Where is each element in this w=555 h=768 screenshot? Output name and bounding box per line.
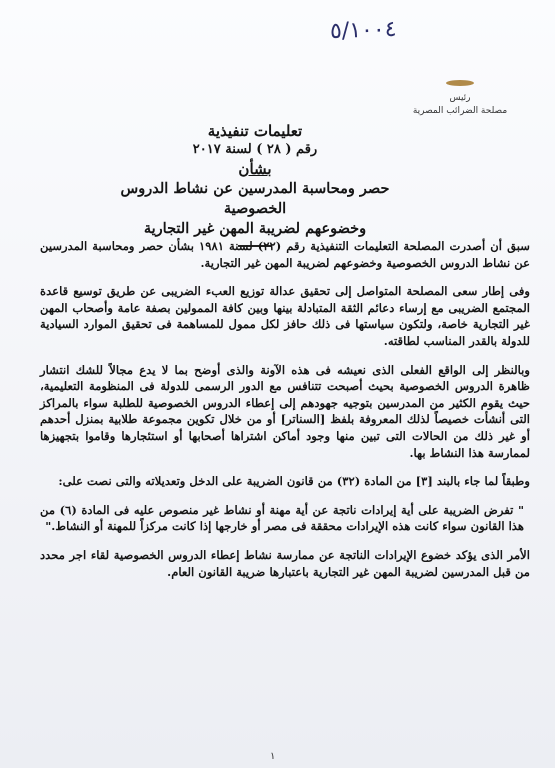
emblem-icon	[446, 80, 474, 86]
letterhead	[385, 80, 535, 118]
document-body	[40, 238, 530, 592]
paragraph: وفى إطار سعى المصلحة المتواصل إلى تحقيق عدالة توزيع العبء الضريبى عن طريق توسيع قاعدة المجتمع الضريبى مع إرساء دعائم الثقة المتبادلة بينها وبين كافة الممولين بصفة عامة وأصحاب المهن غير التجارية خاصة، ولتكون سياستها فى ذلك حافز لكل ممول للمساهمة فى تحقيق الموارد السيادية للدولة بالقدر المناسب لطاقته.	[40, 284, 530, 348]
page-number: ١	[270, 751, 276, 762]
paragraph: وطبقاً لما جاء بالبند [٣] من المادة (٣٢) من قانون الضريبة على الدخل وتعديلاته والتى نصت على:	[58, 474, 530, 489]
paragraph: وبالنظر إلى الواقع الفعلى الذى نعيشه فى هذه الآونة والذى أوضح بما لا يدع مجالاً للشك انتشار ظاهرة الدروس الخصوصية بحيث أصبحت تتنافس مع الدور الرسمى للدولة فى المنظومة التعليمية، حيث يقوم الكثير من المدرسين بتوجيه جهودهم إلى إعطاء الدروس الخصوصية للطلبة سواء بالمراكز التى أنشأت خصيصاً لذلك المعروفة بلفظ [السناتر] أو من خلال تكوين مجموعة طلابية بمنزل أحدهم أو غير ذلك من الحالات التى تبين منها وجود أماكن اشتراها أصحابها أو استئجارها وقاموا بتجهيزها لممارسة هذا النشاط بها.	[40, 362, 530, 460]
paragraph: الأمر الذى يؤكد خضوع الإيرادات الناتجة عن ممارسة نشاط إعطاء الدروس الخصوصية لقاء اجر محدد من قبل المدرسين لضريبة المهن غير التجارية باعتبارها ضريبة القانون العام.	[40, 547, 530, 579]
quoted-article: " تفرض الضريبة على أية إيرادات ناتجة عن أية مهنة أو نشاط غير منصوص عليه فى المادة (٦) من هذا القانون سواء كانت هذه الإيرادات محققة فى مصر أو خارجها إذا كانت مركزاً للمهنة أو النشاط."	[40, 502, 524, 534]
title-line-5: وخضوعهم لضريبة المهن غير التجارية	[143, 220, 367, 237]
title-line-4: حصر ومحاسبة المدرسين عن نشاط الدروس الخصوصية	[120, 180, 390, 217]
title-line-1: تعليمات تنفيذية	[207, 122, 303, 140]
letterhead-line-2: مصلحة الضرائب المصرية	[412, 106, 508, 116]
handwritten-reference: ٥/١٠٠٤	[329, 16, 397, 45]
title-line-3: بشأن	[238, 160, 272, 178]
title-line-2: رقم ( ٢٨ ) لسنة ٢٠١٧	[192, 142, 318, 157]
paragraph: سبق أن أصدرت المصلحة التعليمات التنفيذية رقم (٢٢) لسنة ١٩٨١ بشأن حصر ومحاسبة المدرسين عن نشاط الدروس الخصوصية وخضوعهم لضريبة المهن غير التجارية.	[40, 239, 530, 270]
title-block	[90, 122, 420, 247]
letterhead-line-1: رئيس	[449, 93, 471, 103]
